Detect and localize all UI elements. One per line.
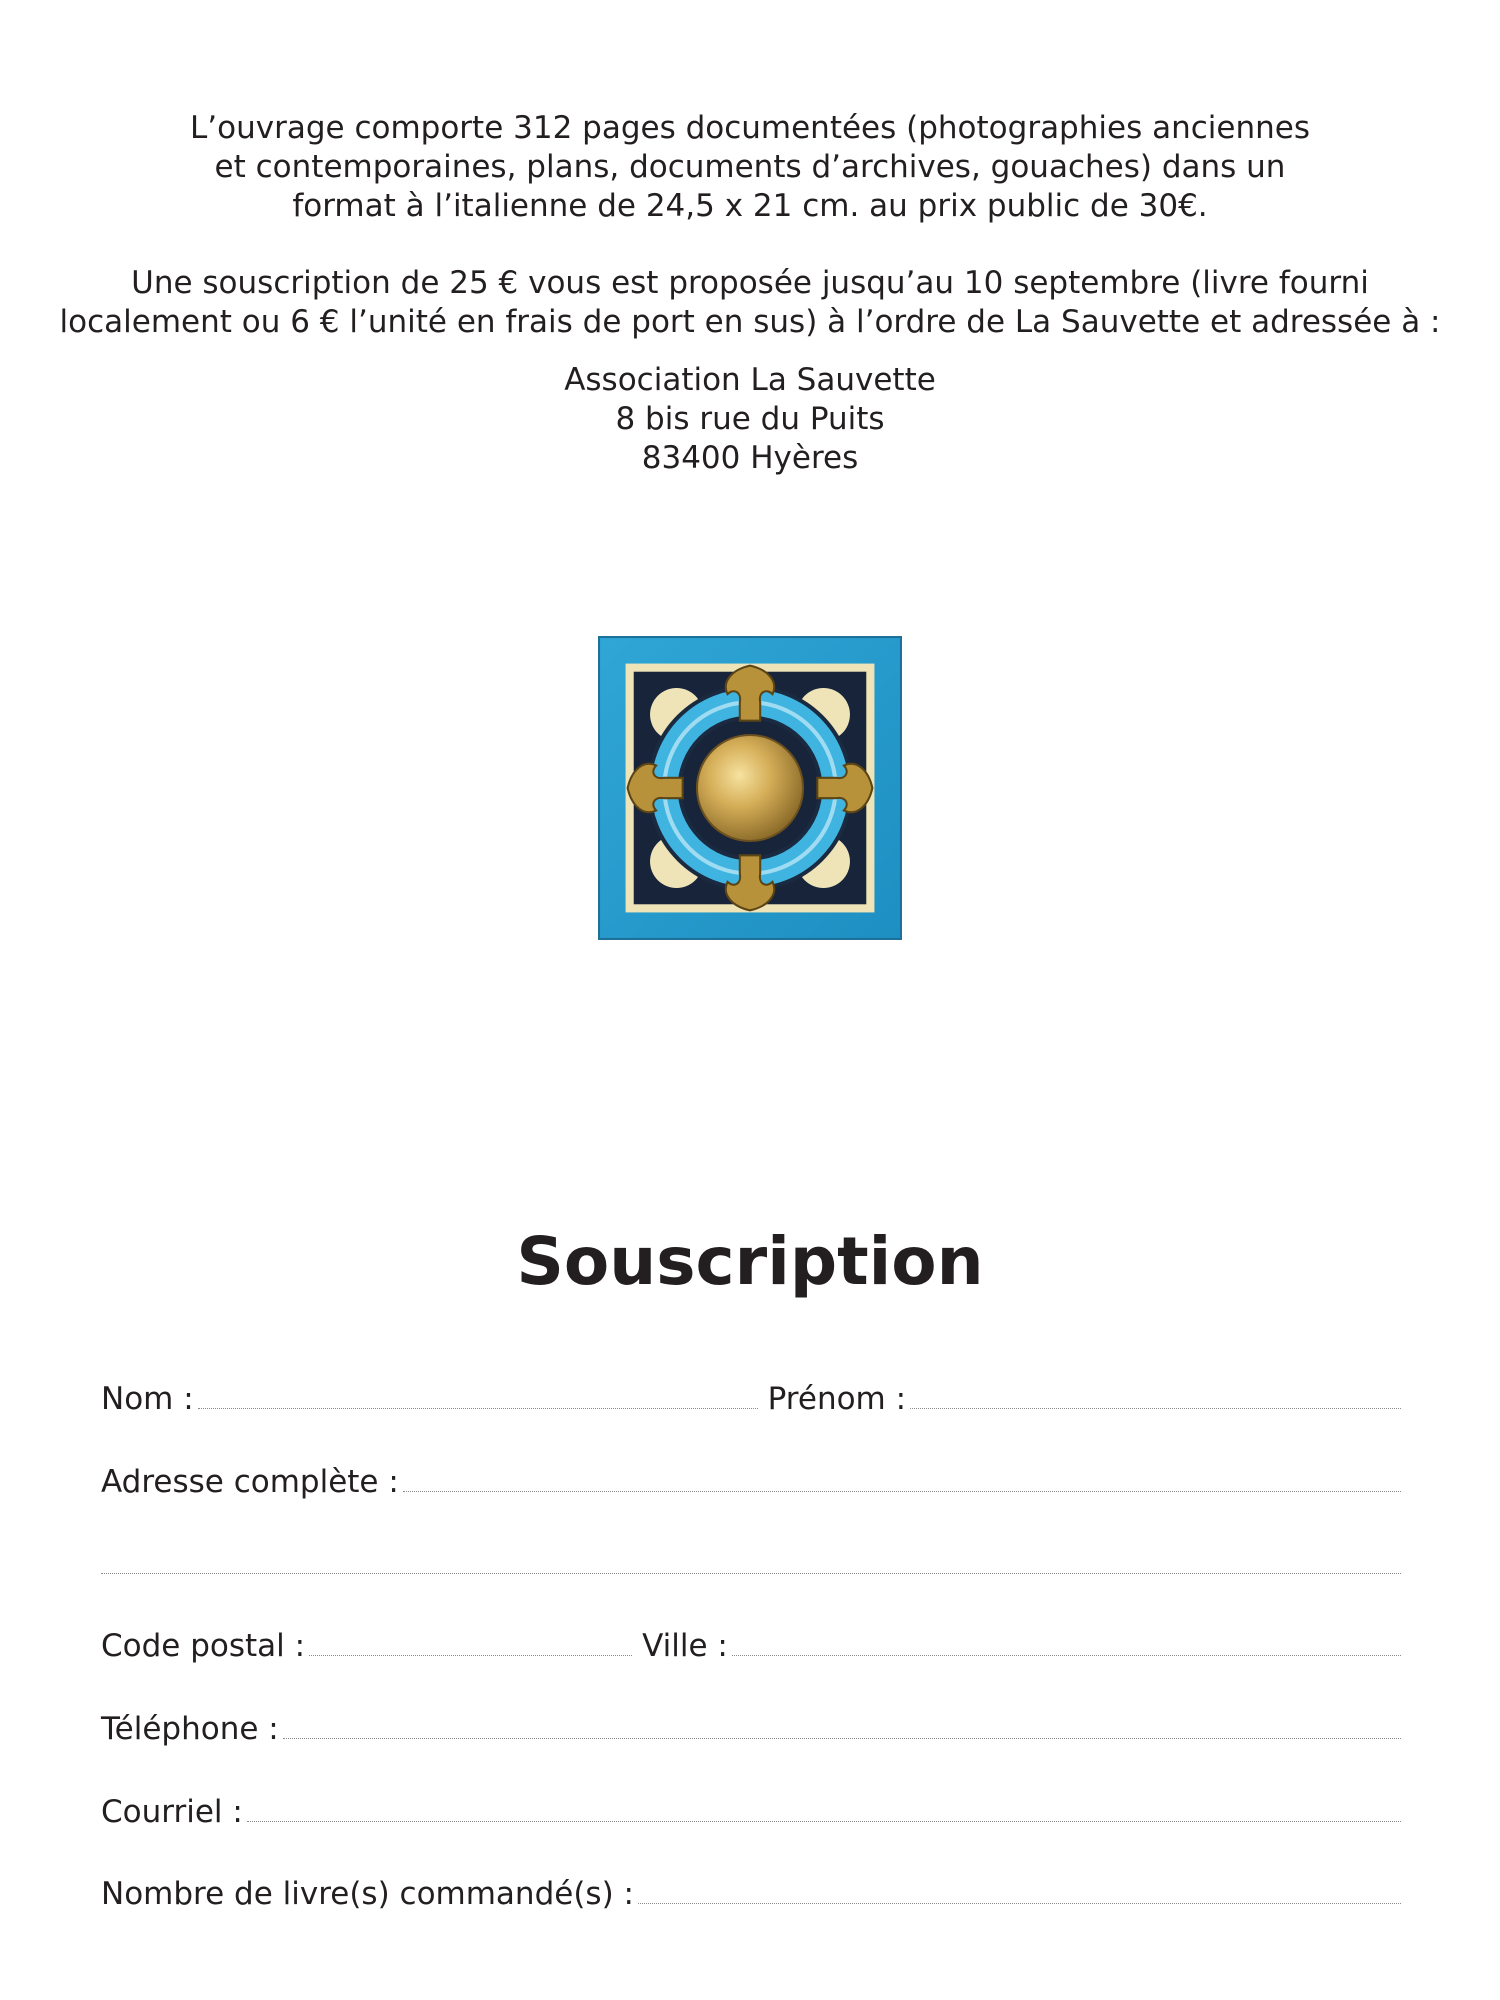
name-row	[101, 1375, 1401, 1419]
address-continuation-row	[101, 1540, 1401, 1584]
nombre-field[interactable]	[638, 1903, 1401, 1904]
telephone-label: Téléphone :	[101, 1711, 279, 1747]
postal-address	[0, 361, 1500, 478]
nombre-label: Nombre de livre(s) commandé(s) :	[101, 1876, 634, 1912]
nom-field[interactable]	[198, 1408, 758, 1409]
ornamental-tile-icon	[597, 635, 903, 941]
postal-code-city-row	[101, 1622, 1401, 1666]
intro-line: localement ou 6 € l’unité en frais de port en sus) à l’ordre de La Sauvette et adressée à :	[59, 304, 1441, 340]
email-row	[101, 1788, 1401, 1832]
intro-line: format à l’italienne de 24,5 x 21 cm. au prix public de 30€.	[292, 188, 1208, 224]
adresse-field-line-2[interactable]	[101, 1573, 1401, 1574]
address-line: 83400 Hyères	[641, 440, 859, 476]
ville-field[interactable]	[732, 1655, 1401, 1656]
phone-row	[101, 1705, 1401, 1749]
adresse-field[interactable]	[403, 1491, 1401, 1492]
intro-paragraph-book-description	[0, 109, 1500, 226]
courriel-label: Courriel :	[101, 1794, 243, 1830]
address-row	[101, 1458, 1401, 1502]
nom-label: Nom :	[101, 1381, 194, 1417]
intro-line: L’ouvrage comporte 312 pages documentées (photographies anciennes	[190, 110, 1310, 146]
intro-line: et contemporaines, plans, documents d’archives, gouaches) dans un	[214, 149, 1286, 185]
prenom-label: Prénom :	[767, 1381, 907, 1417]
adresse-label: Adresse complète :	[101, 1464, 399, 1500]
code-postal-label: Code postal :	[101, 1628, 306, 1664]
code-postal-field[interactable]	[309, 1655, 632, 1656]
telephone-field[interactable]	[283, 1738, 1401, 1739]
courriel-field[interactable]	[247, 1821, 1401, 1822]
intro-paragraph-subscription-offer	[0, 264, 1500, 342]
prenom-field[interactable]	[910, 1408, 1401, 1409]
address-line: 8 bis rue du Puits	[615, 401, 885, 437]
form-title: Souscription	[516, 1223, 984, 1300]
address-line: Association La Sauvette	[564, 362, 936, 398]
ville-label: Ville :	[642, 1628, 728, 1664]
intro-line: Une souscription de 25 € vous est proposée jusqu’au 10 septembre (livre fourni	[131, 265, 1369, 301]
book-count-row	[101, 1870, 1401, 1914]
